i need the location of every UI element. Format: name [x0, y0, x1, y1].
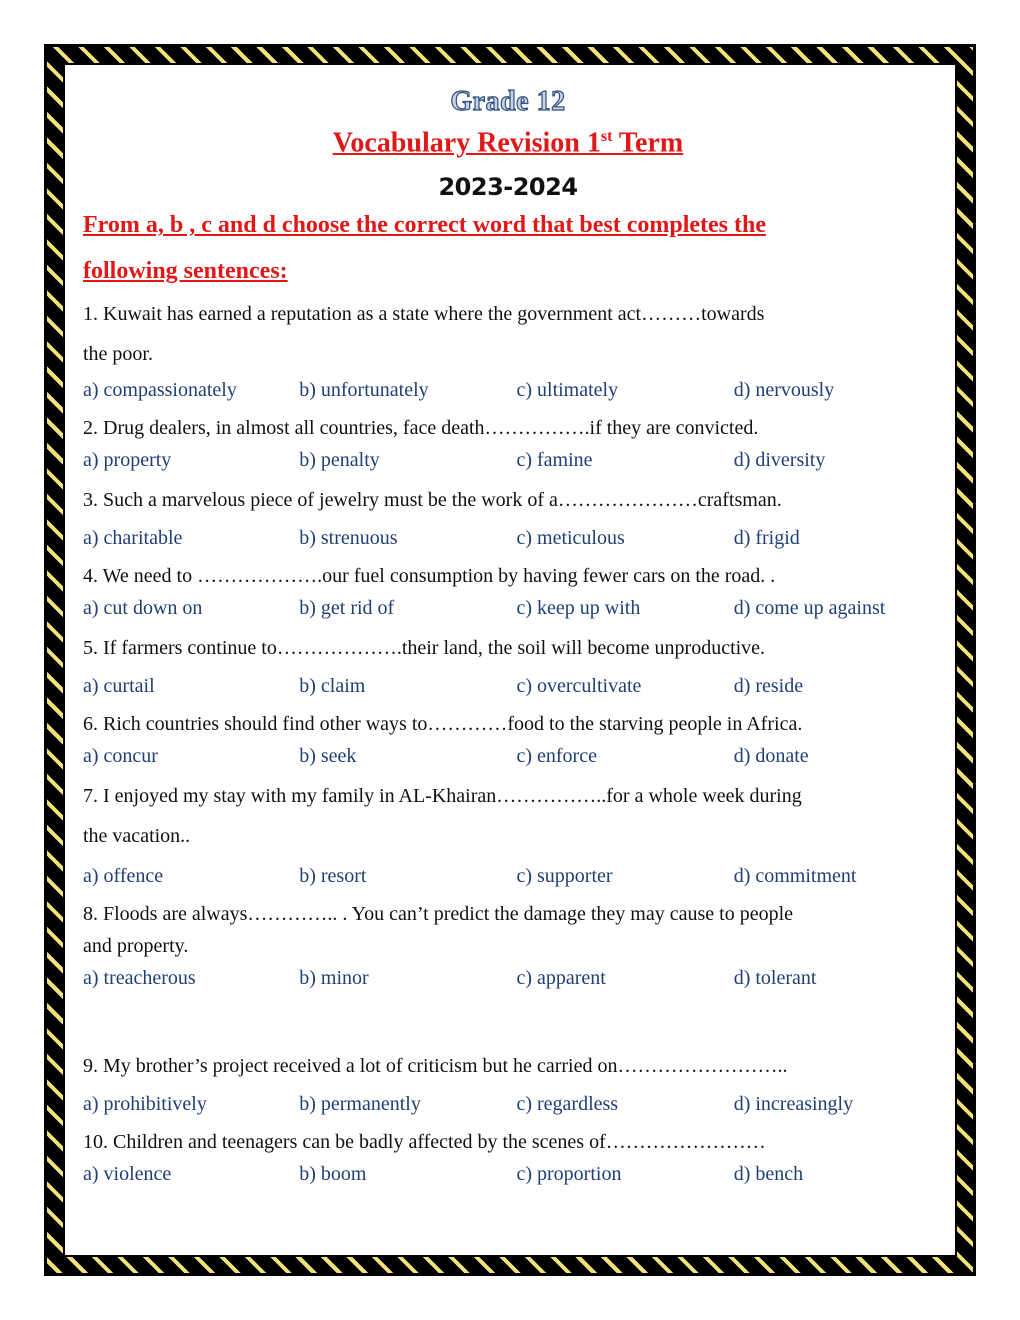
question-text: 9. My brother’s project received a lot of criticism but he carried on……………………..	[83, 1055, 788, 1078]
options	[83, 522, 933, 554]
option-d[interactable]: d) commitment	[733, 865, 857, 888]
question-7	[83, 776, 933, 892]
option-d[interactable]: d) tolerant	[733, 967, 817, 990]
options	[83, 444, 933, 476]
question-text-cont: the vacation..	[83, 825, 191, 848]
option-c[interactable]: c) proportion	[516, 1163, 622, 1186]
option-c[interactable]: c) keep up with	[516, 597, 641, 620]
question-text-cont: and property.	[83, 935, 189, 958]
option-a[interactable]: a) compassionately	[83, 379, 237, 402]
options	[83, 1158, 933, 1190]
options	[83, 740, 933, 772]
instruction-line-1: From a, b , c and d choose the correct word that best completes the	[83, 212, 767, 239]
option-c[interactable]: c) ultimately	[516, 379, 619, 402]
question-4	[83, 560, 933, 624]
question-text: 5. If farmers continue to……………….their land, the soil will become unproductive.	[83, 637, 766, 660]
options	[83, 860, 933, 892]
option-b[interactable]: b) seek	[299, 745, 357, 768]
option-c[interactable]: c) apparent	[516, 967, 606, 990]
question-text: 3. Such a marvelous piece of jewelry must be the work of a…………………craftsman.	[83, 489, 782, 512]
option-d[interactable]: d) diversity	[733, 449, 826, 472]
option-b[interactable]: b) resort	[299, 865, 367, 888]
option-a[interactable]: a) offence	[83, 865, 164, 888]
question-1	[83, 294, 933, 406]
option-b[interactable]: b) claim	[299, 675, 366, 698]
question-5	[83, 628, 933, 702]
question-10	[83, 1126, 933, 1190]
option-c[interactable]: c) regardless	[516, 1093, 619, 1116]
title-end: Term	[612, 127, 684, 159]
options	[83, 1088, 933, 1120]
option-b[interactable]: b) get rid of	[299, 597, 395, 620]
option-b[interactable]: b) boom	[299, 1163, 367, 1186]
worksheet-title	[83, 120, 933, 160]
question-3	[83, 480, 933, 554]
worksheet	[83, 80, 933, 1190]
option-d[interactable]: d) donate	[733, 745, 809, 768]
options	[83, 962, 933, 994]
option-a[interactable]: a) cut down on	[83, 597, 203, 620]
option-c[interactable]: c) overcultivate	[516, 675, 642, 698]
option-c[interactable]: c) meticulous	[516, 527, 625, 550]
option-d[interactable]: d) increasingly	[733, 1093, 854, 1116]
options	[83, 592, 933, 624]
option-a[interactable]: a) violence	[83, 1163, 172, 1186]
options	[83, 374, 933, 406]
question-text: 10. Children and teenagers can be badly affected by the scenes of……………………	[83, 1131, 766, 1154]
option-a[interactable]: a) curtail	[83, 675, 155, 698]
option-b[interactable]: b) minor	[299, 967, 369, 990]
option-d[interactable]: d) come up against	[733, 597, 886, 620]
option-d[interactable]: d) nervously	[733, 379, 835, 402]
option-d[interactable]: d) bench	[733, 1163, 804, 1186]
question-text: 2. Drug dealers, in almost all countries, face death…………….if they are convicted.	[83, 417, 759, 440]
title-superscript: st	[600, 128, 613, 145]
option-c[interactable]: c) supporter	[516, 865, 613, 888]
question-text: 6. Rich countries should find other ways to…………food to the starving people in Africa.	[83, 713, 803, 736]
option-a[interactable]: a) concur	[83, 745, 158, 768]
question-9	[83, 1046, 933, 1120]
question-8	[83, 898, 933, 994]
question-text: 1. Kuwait has earned a reputation as a state where the government act………towards	[83, 303, 765, 326]
option-c[interactable]: c) enforce	[516, 745, 597, 768]
question-6	[83, 708, 933, 772]
option-c[interactable]: c) famine	[516, 449, 593, 472]
instruction-line-2: following sentences:	[83, 258, 288, 285]
question-text-cont: the poor.	[83, 343, 153, 366]
question-2	[83, 412, 933, 476]
option-b[interactable]: b) penalty	[299, 449, 380, 472]
school-year: 2023-2024	[438, 173, 578, 202]
option-a[interactable]: a) charitable	[83, 527, 183, 550]
option-a[interactable]: a) prohibitively	[83, 1093, 207, 1116]
options	[83, 670, 933, 702]
option-a[interactable]: a) treacherous	[83, 967, 196, 990]
option-d[interactable]: d) reside	[733, 675, 804, 698]
question-text: 7. I enjoyed my stay with my family in AL-Khairan……………..for a whole week during	[83, 785, 802, 808]
option-b[interactable]: b) unfortunately	[299, 379, 429, 402]
option-b[interactable]: b) strenuous	[299, 527, 398, 550]
question-text: 8. Floods are always………….. . You can’t predict the damage they may cause to people	[83, 903, 794, 926]
option-b[interactable]: b) permanently	[299, 1093, 421, 1116]
option-a[interactable]: a) property	[83, 449, 172, 472]
grade-heading: Grade 12	[450, 86, 566, 117]
option-d[interactable]: d) frigid	[733, 527, 800, 550]
title-main: Vocabulary Revision 1	[332, 127, 601, 159]
question-text: 4. We need to ……………….our fuel consumption by having fewer cars on the road. .	[83, 565, 776, 588]
